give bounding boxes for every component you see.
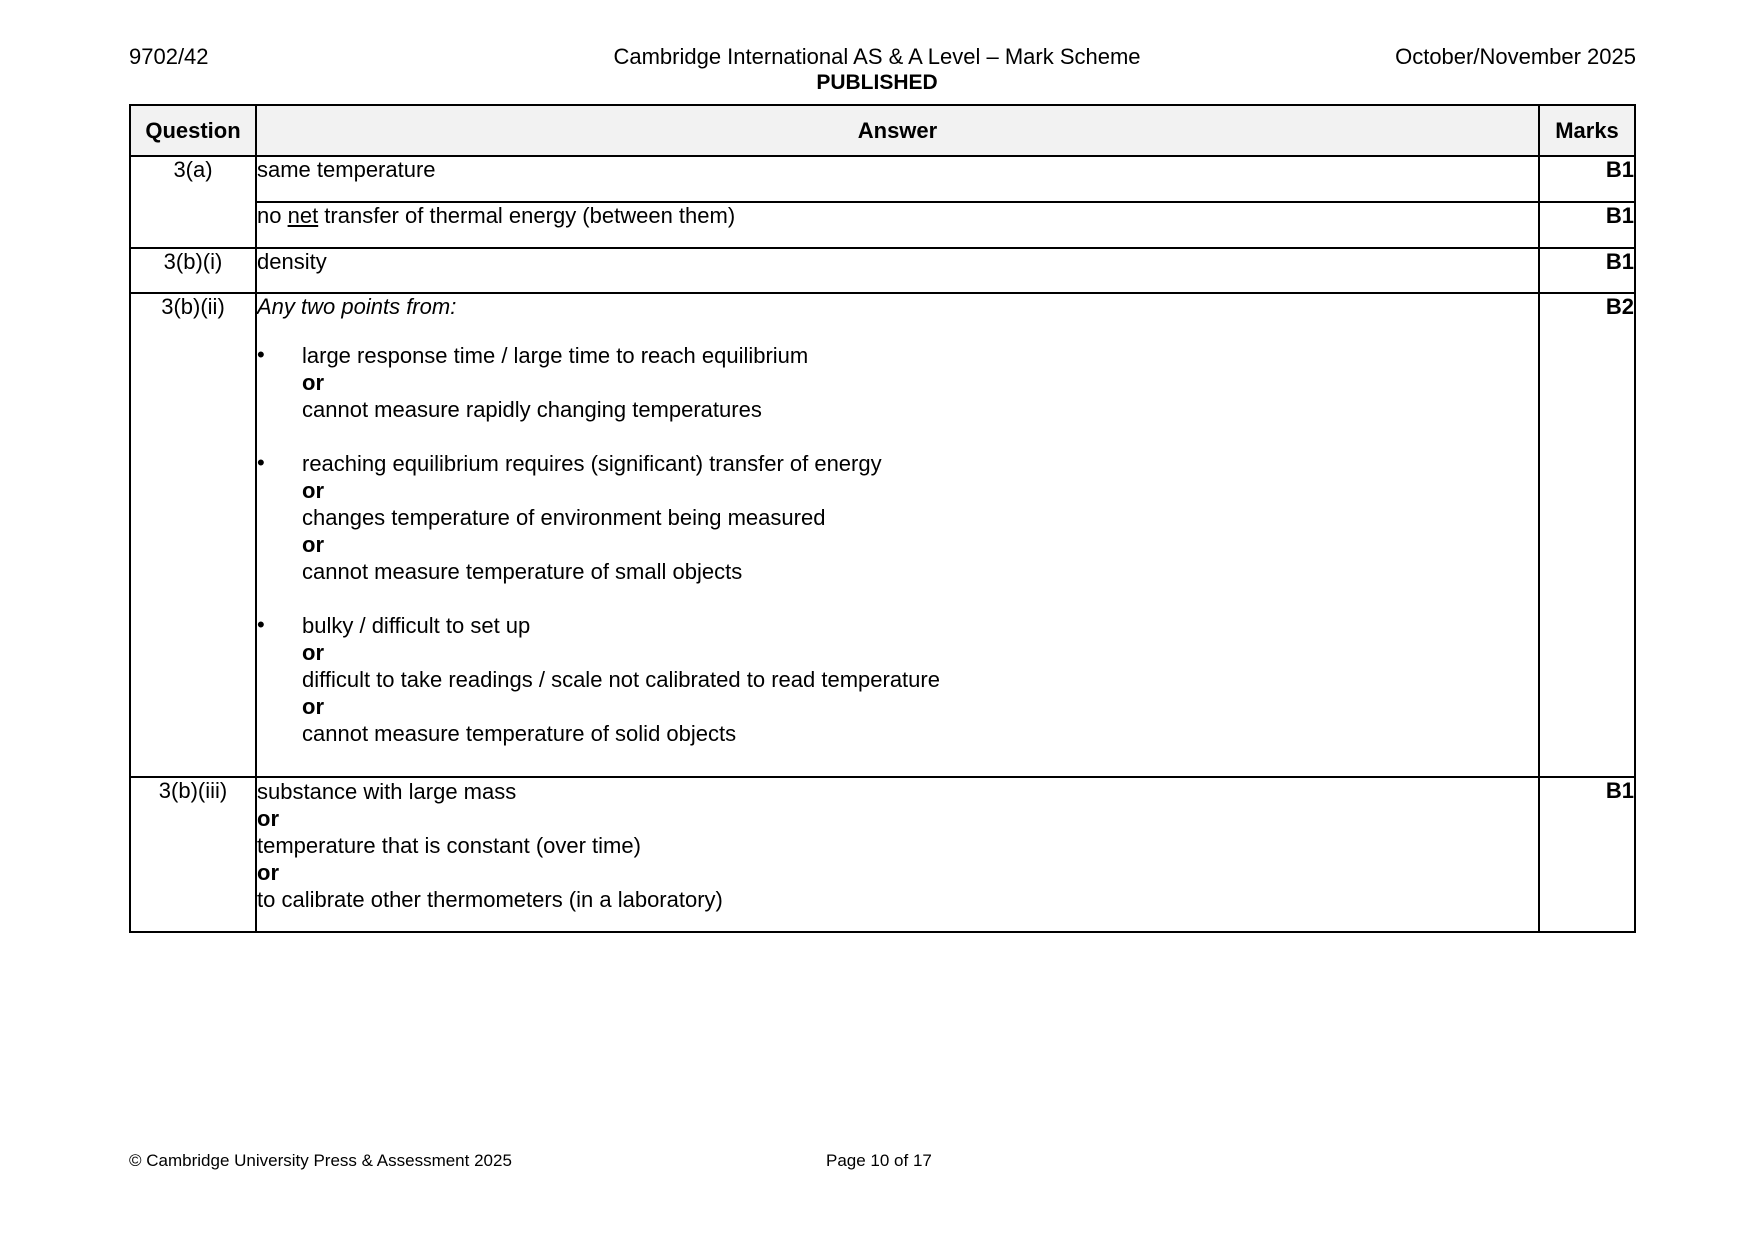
document-title: Cambridge International AS & A Level – Mark Scheme [613,44,1141,69]
answer-cell [256,293,1539,777]
list-item [257,450,1538,585]
answer-point-list [257,342,1538,747]
paper-code: 9702/42 [129,44,209,69]
or-connector: or [257,806,279,831]
question-number: 3(b)(iii) [130,777,256,932]
or-connector: or [302,478,324,503]
answer-cell: density [256,248,1539,293]
alternative-text: cannot measure temperature of small objects [302,559,743,584]
mark-cell: B1 [1539,248,1635,293]
exam-session: October/November 2025 [1395,44,1636,69]
alternative-text: large response time / large time to reach equilibrium [302,343,809,368]
mark-scheme-table [129,104,1636,933]
table-row [130,156,1635,202]
or-connector: or [302,694,324,719]
table-header-row [130,105,1635,156]
bullet-icon: • [257,450,265,475]
underlined-keyword: net [287,203,319,228]
answer-cell [256,777,1539,932]
bullet-icon: • [257,342,265,367]
or-connector: or [257,860,279,885]
question-column-header: Question [130,105,256,156]
alternative-text: changes temperature of environment being measured [302,505,826,530]
question-number: 3(a) [130,156,256,248]
question-number: 3(b)(ii) [130,293,256,777]
alternative-text: to calibrate other thermometers (in a laboratory) [257,887,723,912]
mark-cell: B1 [1539,777,1635,932]
alternative-text: temperature that is constant (over time) [257,833,641,858]
alternative-text: reaching equilibrium requires (significant) transfer of energy [302,451,882,476]
alternative-text: cannot measure rapidly changing temperatures [302,397,762,422]
page-number: Page 10 of 17 [826,1151,932,1170]
table-row [130,248,1635,293]
alternative-text: difficult to take readings / scale not calibrated to read temperature [302,667,940,692]
alternative-text: bulky / difficult to set up [302,613,531,638]
alternative-text: cannot measure temperature of solid objects [302,721,737,746]
list-item [257,342,1538,423]
copyright-notice: © Cambridge University Press & Assessment 2025 [129,1151,512,1170]
mark-cell: B1 [1539,156,1635,202]
answer-text: no [257,203,288,228]
alternative-text: substance with large mass [257,779,517,804]
list-item [257,612,1538,747]
answer-column-header: Answer [256,105,1539,156]
marks-column-header: Marks [1539,105,1635,156]
bullet-icon: • [257,612,265,637]
question-number: 3(b)(i) [130,248,256,293]
or-connector: or [302,532,324,557]
answer-cell [256,202,1539,248]
mark-cell: B1 [1539,202,1635,248]
mark-cell: B2 [1539,293,1635,777]
table-row [130,202,1635,248]
answer-text: transfer of thermal energy (between them) [318,203,736,228]
or-connector: or [302,370,324,395]
table-row [130,777,1635,932]
table-row [130,293,1635,777]
or-connector: or [302,640,324,665]
answer-intro: Any two points from: [257,294,457,319]
answer-cell: same temperature [256,156,1539,202]
published-label: PUBLISHED [816,71,938,94]
